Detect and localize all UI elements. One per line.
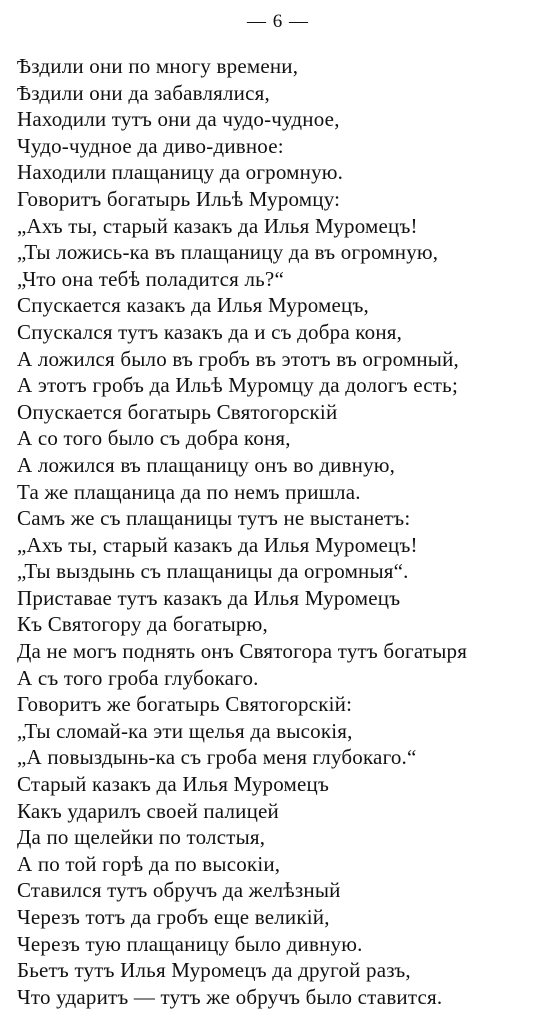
verse-line: Бьетъ тутъ Илья Муромецъ да другой разъ, [17, 958, 411, 983]
verse-text [17, 53, 553, 1010]
verse-line: Ѣздили они да забавлялися, [17, 80, 270, 105]
verse-line: Да по щелейки по толстыя, [17, 825, 266, 850]
verse-line: Черезъ тотъ да гробъ еще великій, [17, 905, 330, 929]
verse-line: Какъ ударилъ своей палицей [17, 798, 279, 823]
verse-line: Черезъ тую плащаницу было дивную. [17, 931, 363, 956]
verse-line: „Ты сломай-ка эти щелья да высокія, [17, 718, 353, 743]
verse-line: Опускается богатырь Святогорскій [17, 399, 338, 424]
verse-line: „Что она тебѣ поладится ль?“ [17, 266, 284, 291]
verse-line: Спускался тутъ казакъ да и съ добра коня, [17, 319, 403, 344]
verse-line: Самъ же съ плащаницы тутъ не выстанетъ: [17, 506, 411, 531]
verse-line: А ложился въ плащаницу онъ во дивную, [17, 452, 396, 477]
verse-line: Говоритъ же богатырь Святогорскій: [17, 692, 353, 717]
verse-line: Чудо-чудное да диво-дивное: [17, 133, 284, 158]
verse-line: „Ты ложись-ка въ плащаницу да въ огромную, [17, 240, 439, 265]
verse-line: Спускается казакъ да Илья Муромецъ, [17, 293, 369, 318]
verse-line: А этотъ гробъ да Ильѣ Муромцу да дологъ есть; [17, 373, 458, 398]
verse-line: Къ Святогору да богатырю, [17, 612, 268, 637]
verse-line: Находили плащаницу да огромную. [17, 160, 344, 185]
verse-line: Старый казакъ да Илья Муромецъ [17, 772, 330, 797]
verse-line: Да не могъ поднять онъ Святогора тутъ богатыря [17, 639, 468, 664]
verse-line: „Ахъ ты, старый казакъ да Илья Муромецъ! [17, 213, 418, 238]
verse-line: Та же плащаница да по немъ пришла. [17, 479, 361, 504]
verse-line: „А повыздынь-ка съ гроба меня глубокаго.“ [17, 745, 417, 770]
verse-line: Приставае тутъ казакъ да Илья Муромецъ [17, 585, 401, 610]
verse-line: „Ты выздынь съ плащаницы да огромныя“. [17, 559, 409, 584]
verse-line: „Ахъ ты, старый казакъ да Илья Муромецъ! [17, 532, 418, 557]
verse-line: А по той горѣ да по высокіи, [17, 851, 281, 876]
verse-line: Говоритъ богатырь Ильѣ Муромцу: [17, 186, 341, 211]
verse-line: Ставился тутъ обручъ да желѣзный [17, 878, 341, 903]
page-number: — 6 — [247, 11, 309, 32]
verse-line: Находили тутъ они да чудо-чудное, [17, 107, 340, 132]
verse-line: А со того было съ добра коня, [17, 426, 291, 451]
verse-line: А ложился было въ гробъ въ этотъ въ огромный, [17, 346, 460, 371]
verse-line: Ѣздили они по многу времени, [17, 54, 299, 78]
verse-line: А съ того гроба глубокаго. [17, 665, 259, 690]
verse-line: Что ударитъ — тутъ же обручъ было ставится. [17, 984, 443, 1009]
